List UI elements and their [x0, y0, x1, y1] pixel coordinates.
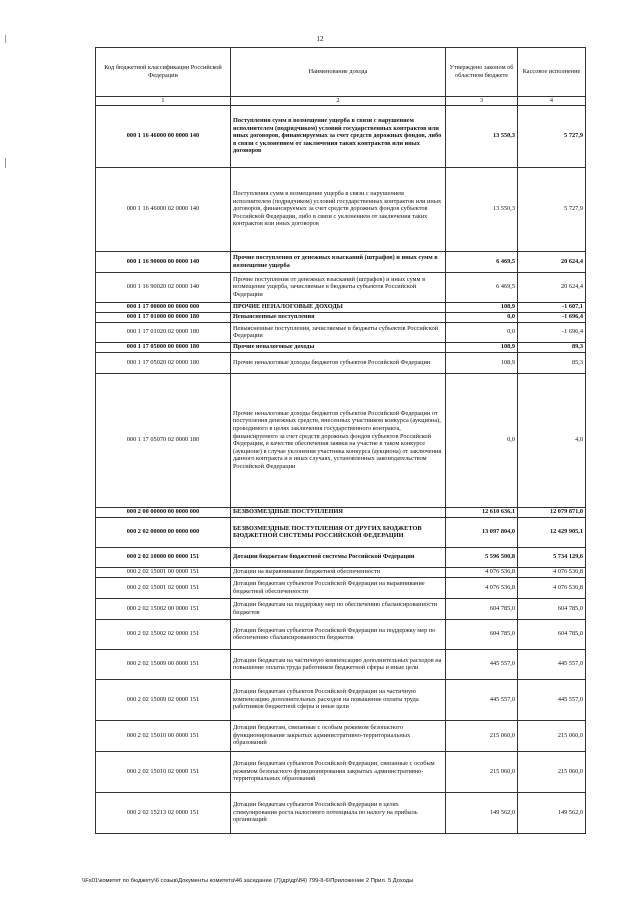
margin-mark [5, 158, 6, 168]
row-cash: 215 060,0 [518, 720, 586, 751]
file-path-footer: \\Fs01\комитет по бюджету\6 созыв\Документы комитета\46 заседание (7)\др\др\84) 799-II-6\Приложение 2 Прил. 5 Доходы [82, 878, 414, 884]
header-approved: Утверждено законом об областном бюджете [446, 48, 518, 97]
row-cash: 85,3 [518, 352, 586, 373]
row-name: Дотации бюджетам на поддержку мер по обеспечению сбалансированности бюджетов [231, 598, 446, 619]
row-name: Поступления сумм в возмещение ущерба в связи с нарушением исполнителем (подрядчиком) условий государственных контрактов или иных договоров, финансируемых за счет средств дорожных фондов, либо в связи с уклонением от заключения таких контрактов или иных договоров [231, 105, 446, 167]
column-index: 2 [231, 97, 446, 106]
row-name: Поступления сумм в возмещение ущерба в связи с нарушением исполнителем (подрядчиком) условий государственных контрактов или иных договоров, финансируемых за счет средств дорожных фондов субъектов Российской Федерации, либо в связи с уклонением от заключения таких контрактов или иных договоров [231, 167, 446, 251]
row-code: 000 2 02 15001 02 0000 151 [96, 577, 231, 598]
row-name: Дотации бюджетам на частичную компенсацию дополнительных расходов на повышение оплаты труда работников бюджетной сферы и иные цели [231, 649, 446, 679]
row-cash: 5 727,9 [518, 105, 586, 167]
table-row [96, 373, 586, 507]
row-approved: 5 596 500,8 [446, 547, 518, 567]
row-approved: 13 550,3 [446, 105, 518, 167]
table-row [96, 312, 586, 322]
row-approved: 445 557,0 [446, 649, 518, 679]
table-row [96, 105, 586, 167]
table-row [96, 547, 586, 567]
row-name: Дотации бюджетам субъектов Российской Федерации на поддержку мер по обеспечению сбалансированности бюджетов [231, 619, 446, 649]
row-name: БЕЗВОЗМЕЗДНЫЕ ПОСТУПЛЕНИЯ ОТ ДРУГИХ БЮДЖЕТОВ БЮДЖЕТНОЙ СИСТЕМЫ РОССИЙСКОЙ ФЕДЕРАЦИИ [231, 517, 446, 547]
row-cash: 604 785,0 [518, 619, 586, 649]
row-cash: 445 557,0 [518, 649, 586, 679]
row-code: 000 2 02 15002 00 0000 151 [96, 598, 231, 619]
row-name: Дотации бюджетам субъектов Российской Федерации на выравнивание бюджетной обеспеченности [231, 577, 446, 598]
row-cash: 215 060,0 [518, 751, 586, 792]
row-approved: 108,9 [446, 352, 518, 373]
row-cash: -1 696,4 [518, 322, 586, 342]
table-row [96, 720, 586, 751]
table-row [96, 792, 586, 833]
table-row [96, 517, 586, 547]
row-name: ПРОЧИЕ НЕНАЛОГОВЫЕ ДОХОДЫ [231, 302, 446, 312]
table-row [96, 352, 586, 373]
row-code: 000 2 02 15002 02 0000 151 [96, 619, 231, 649]
row-code: 000 2 02 15010 00 0000 151 [96, 720, 231, 751]
table-row [96, 322, 586, 342]
row-approved: 0,0 [446, 373, 518, 507]
table-row [96, 598, 586, 619]
row-code: 000 2 02 15010 02 0000 151 [96, 751, 231, 792]
row-approved: 149 562,0 [446, 792, 518, 833]
row-code: 000 2 02 15009 02 0000 151 [96, 679, 231, 720]
row-name: Дотации бюджетам бюджетной системы Российской Федерации [231, 547, 446, 567]
column-index: 4 [518, 97, 586, 106]
table-row [96, 302, 586, 312]
row-approved: 0,0 [446, 312, 518, 322]
table-row [96, 619, 586, 649]
table-row [96, 649, 586, 679]
row-code: 000 1 17 01000 00 0000 180 [96, 312, 231, 322]
row-code: 000 2 02 15001 00 0000 151 [96, 567, 231, 577]
row-approved: 604 785,0 [446, 598, 518, 619]
row-name: Дотации бюджетам субъектов Российской Федерации в целях стимулирования роста налогового потенциала по налогу на прибыль организаций [231, 792, 446, 833]
row-name: Невыясненные поступления, зачисляемые в бюджеты субъектов Российской Федерации [231, 322, 446, 342]
row-cash: 4 076 536,8 [518, 577, 586, 598]
row-cash: 4 076 536,8 [518, 567, 586, 577]
row-name: Прочие неналоговые доходы бюджетов субъектов Российской Федерации [231, 352, 446, 373]
row-approved: 6 469,5 [446, 251, 518, 272]
row-code: 000 2 02 15009 00 0000 151 [96, 649, 231, 679]
row-cash: 445 557,0 [518, 679, 586, 720]
header-cash: Кассовое исполнение [518, 48, 586, 97]
row-name: Прочие поступления от денежных взысканий (штрафов) и иных сумм в возмещение ущерба, зачисляемые в бюджеты субъектов Российской Федерации [231, 272, 446, 302]
row-approved: 108,9 [446, 302, 518, 312]
column-index: 3 [446, 97, 518, 106]
row-cash: 149 562,0 [518, 792, 586, 833]
row-name: Дотации на выравнивание бюджетной обеспеченности [231, 567, 446, 577]
row-approved: 13 550,3 [446, 167, 518, 251]
table-row [96, 507, 586, 517]
row-code: 000 1 17 01020 02 0000 180 [96, 322, 231, 342]
row-code: 000 1 17 00000 00 0000 000 [96, 302, 231, 312]
row-name: Прочие поступления от денежных взысканий (штрафов) и иных сумм в возмещение ущерба [231, 251, 446, 272]
row-cash: 89,3 [518, 342, 586, 352]
table-row [96, 342, 586, 352]
row-code: 000 2 02 00000 00 0000 000 [96, 517, 231, 547]
row-code: 000 1 17 05000 00 0000 180 [96, 342, 231, 352]
row-cash: 12 079 871,0 [518, 507, 586, 517]
row-cash: 4,0 [518, 373, 586, 507]
row-code: 000 1 16 46000 02 0000 140 [96, 167, 231, 251]
row-name: Дотации бюджетам субъектов Российской Федерации на частичную компенсацию дополнительных расходов на повышение оплаты труда работников бюджетной сферы и иные цели [231, 679, 446, 720]
row-approved: 4 076 536,8 [446, 567, 518, 577]
row-approved: 0,0 [446, 322, 518, 342]
page-number: 12 [316, 35, 324, 43]
table-body [96, 105, 586, 833]
table-row [96, 272, 586, 302]
row-approved: 12 610 636,1 [446, 507, 518, 517]
row-approved: 13 097 804,0 [446, 517, 518, 547]
row-code: 000 1 17 05020 02 0000 180 [96, 352, 231, 373]
row-cash: -1 696,4 [518, 312, 586, 322]
row-name: Прочие неналоговые доходы [231, 342, 446, 352]
row-cash: 604 785,0 [518, 598, 586, 619]
row-cash: 5 734 129,6 [518, 547, 586, 567]
row-approved: 215 060,0 [446, 751, 518, 792]
row-cash: 20 624,4 [518, 272, 586, 302]
row-cash: 12 429 905,1 [518, 517, 586, 547]
row-approved: 215 060,0 [446, 720, 518, 751]
margin-mark [5, 35, 6, 43]
row-name: БЕЗВОЗМЕЗДНЫЕ ПОСТУПЛЕНИЯ [231, 507, 446, 517]
row-cash: 20 624,4 [518, 251, 586, 272]
row-name: Дотации бюджетам субъектов Российской Федерации, связанные с особым режимом безопасного функционирования закрытых административно-территориальных образований [231, 751, 446, 792]
table-row [96, 567, 586, 577]
row-approved: 604 785,0 [446, 619, 518, 649]
row-approved: 108,9 [446, 342, 518, 352]
row-code: 000 2 00 00000 00 0000 000 [96, 507, 231, 517]
column-index: 1 [96, 97, 231, 106]
table-row [96, 751, 586, 792]
table-row [96, 679, 586, 720]
row-approved: 6 469,5 [446, 272, 518, 302]
row-cash: -1 607,1 [518, 302, 586, 312]
row-approved: 445 557,0 [446, 679, 518, 720]
row-code: 000 1 17 05070 02 0000 180 [96, 373, 231, 507]
header-code: Код бюджетной классификации Российской Федерации [96, 48, 231, 97]
table-row [96, 167, 586, 251]
header-name: Наименование дохода [231, 48, 446, 97]
row-name: Дотации бюджетам, связанные с особым режимом безопасного функционирования закрытых административно-территориальных образований [231, 720, 446, 751]
row-code: 000 1 16 90000 00 0000 140 [96, 251, 231, 272]
revenue-table [95, 47, 586, 834]
row-code: 000 1 16 46000 00 0000 140 [96, 105, 231, 167]
row-code: 000 1 16 90020 02 0000 140 [96, 272, 231, 302]
row-cash: 5 727,9 [518, 167, 586, 251]
row-name: Невыясненные поступления [231, 312, 446, 322]
row-approved: 4 076 536,8 [446, 577, 518, 598]
table-row [96, 577, 586, 598]
table-row [96, 251, 586, 272]
row-code: 000 2 02 15213 02 0000 151 [96, 792, 231, 833]
row-name: Прочие неналоговые доходы бюджетов субъектов Российской Федерации от поступления денежных средств, внесенных участником конкурса (аукциона), проводимого в целях заключения государственного контракта, финансируемого за счет средств дорожных фондов субъектов Российской Федерации, в качестве обеспечения заявки на участие в таком конкурсе (аукционе) в случае уклонения участника конкурса (аукциона) от заключения данного контракта и в иных случаях, установленных законодательством Российской Федерации [231, 373, 446, 507]
row-code: 000 2 02 10000 00 0000 151 [96, 547, 231, 567]
